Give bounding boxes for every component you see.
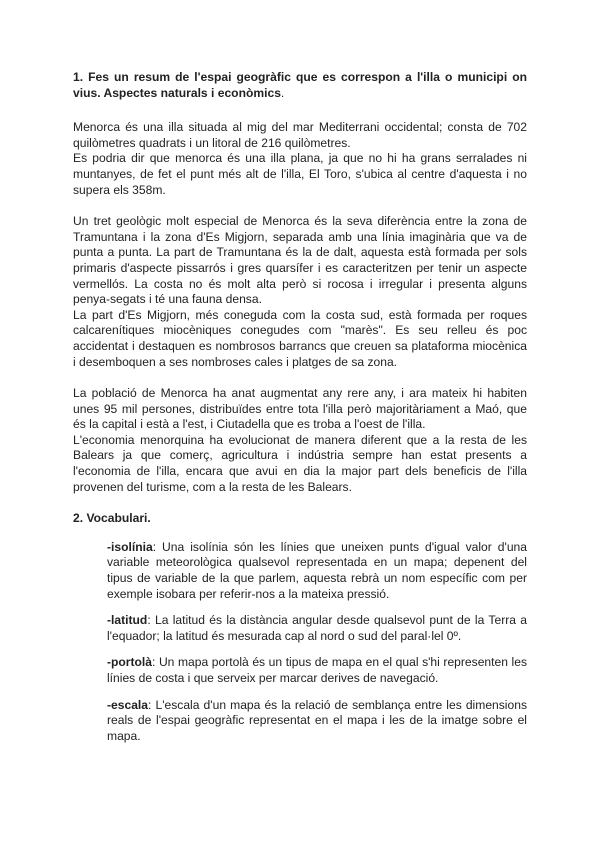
section-1-heading xyxy=(73,70,527,101)
vocab-entry-isolinia xyxy=(107,540,527,602)
vocabulary-list xyxy=(107,540,527,745)
paragraph-economy: L'economia menorquina ha evolucionat de manera diferent que a la resta de les Balears ja que comerç, agricultura i indústria sempre han estat presents a l'economia de l'illa, encara que avui en dia la major part dels beneficis de l'illa provenen del turisme, com a la resta de les Balears. xyxy=(73,432,527,494)
vocab-definition: : L'escala d'un mapa és la relació de semblança entre les dimensions reals de l'espai geogràfic representat en el mapa i les de la imatge sobre el mapa. xyxy=(107,697,527,743)
paragraph-group-population-economy xyxy=(73,386,527,495)
vocab-term: -portolà xyxy=(107,655,153,670)
paragraph-group-geology xyxy=(73,214,527,370)
paragraph-group-geography xyxy=(73,120,527,198)
paragraph-location: Menorca és una illa situada al mig del mar Mediterrani occidental; consta de 702 quilòmetres quadrats i un litoral de 216 quilòmetres. xyxy=(73,120,527,150)
section-1-heading-text: 1. Fes un resum de l'espai geogràfic que es correspon a l'illa o municipi on vius. Aspectes naturals i econòmics xyxy=(73,70,527,100)
vocab-entry-escala xyxy=(107,698,527,745)
vocab-term: -latitud xyxy=(107,613,148,628)
vocab-term: -isolínia xyxy=(107,539,153,554)
section-1-heading-end: . xyxy=(280,85,285,100)
vocab-definition: : Un mapa portolà és un tipus de mapa en el qual s'hi representen les línies de costa i que serveix per marcar derives de navegació. xyxy=(107,655,527,685)
paragraph-migjorn: La part d'Es Migjorn, més coneguda com la costa sud, està formada per roques calcarenítiques miocèniques conegudes com "marès". Es seu relleu és poc accidentat i destaquen es nombrosos barrancs que creuen sa plataforma miocènica i desemboquen a ses nombroses cales i platges de sa zona. xyxy=(73,307,527,369)
vocab-definition: : Una isolínia són les línies que uneixen punts d'igual valor d'una variable meteorològica qualsevol representada en un mapa; depenent del tipus de variable de la que parlem, aquesta rebrà un nom específic com per exemple isobara per referir-nos a la mateixa pressió. xyxy=(107,539,527,601)
paragraph-population: La població de Menorca ha anat augmentat any rere any, i ara mateix hi habiten unes 95 mil persones, distribuïdes entre tota l'illa però majoritàriament a Maó, que és la capital i està a l'est, i Ciutadella que es troba a l'oest de l'illa. xyxy=(73,386,527,432)
vocab-term: -escala xyxy=(107,697,149,712)
section-2-heading: 2. Vocabulari. xyxy=(73,511,151,526)
vocab-entry-portola xyxy=(107,655,527,686)
paragraph-relief: Es podria dir que menorca és una illa plana, ja que no hi ha grans serralades ni muntanyes, de fet el punt més alt de l'illa, El Toro, s'ubica al centre d'aquesta i no supera els 358m. xyxy=(73,151,527,197)
vocab-definition: : La latitud és la distància angular desde qualsevol punt de la Terra a l'equador; la latitud és mesurada cap al nord o sud del paral·lel 0º. xyxy=(107,613,527,643)
paragraph-tramuntana: Un tret geològic molt especial de Menorca és la seva diferència entre la zona de Tramuntana i la zona d'Es Migjorn, separada amb una línia imaginària que va de punta a punta. La part de Tramuntana és la de dalt, aquesta està formada per sols primaris d'aspecte pissarrós i gres quarsífer i es caracteritzen per tenir un aspecte vermellós. La costa no és molt alta però si rocosa i irregular i presenta alguns penya-segats i té una fauna densa. xyxy=(73,214,527,307)
vocab-entry-latitud xyxy=(107,613,527,644)
